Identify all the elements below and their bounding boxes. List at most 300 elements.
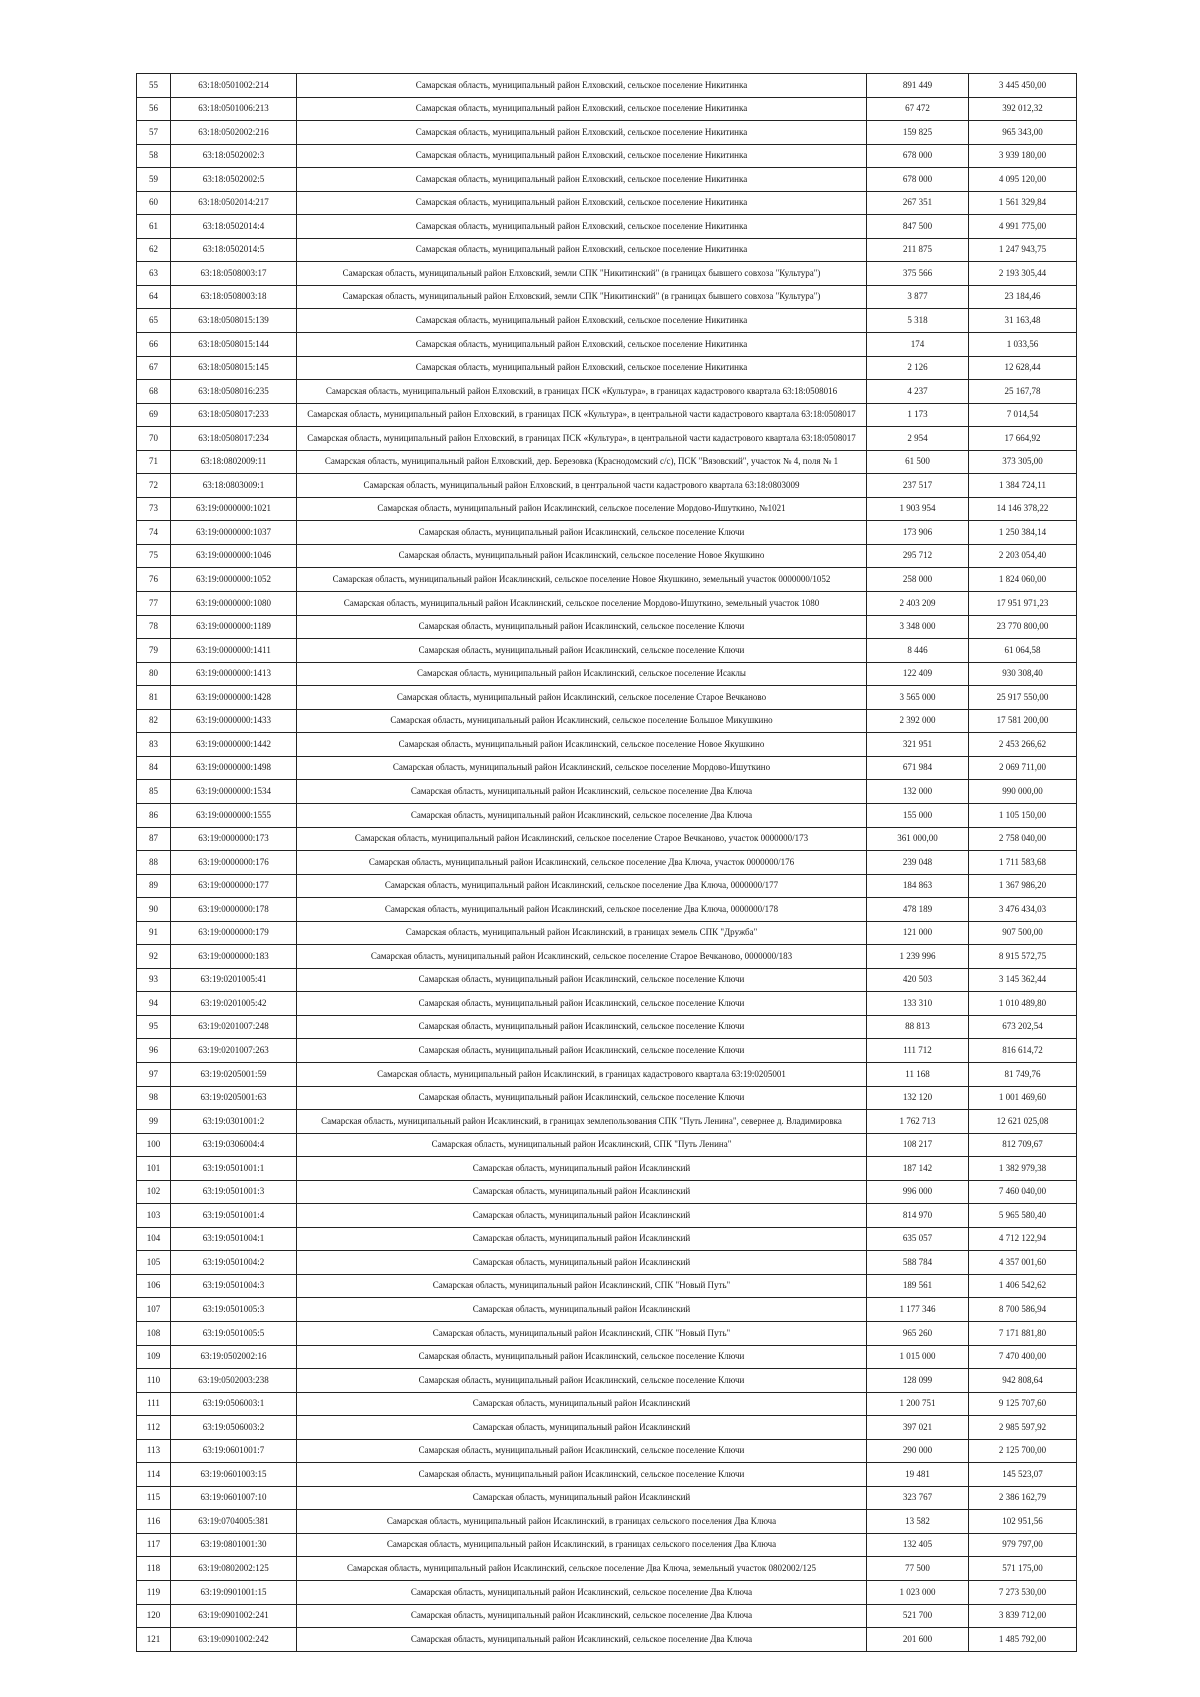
address-cell: Самарская область, муниципальный район Исаклинский, сельское поселение Два Ключа bbox=[297, 1581, 867, 1605]
cadastral-value-cell: 17 664,92 bbox=[969, 427, 1077, 451]
table-row bbox=[137, 97, 1077, 121]
cadastral-value-cell: 2 193 305,44 bbox=[969, 262, 1077, 286]
cadastral-value-cell: 7 014,54 bbox=[969, 403, 1077, 427]
area-cell: 2 954 bbox=[867, 427, 969, 451]
area-cell: 111 712 bbox=[867, 1039, 969, 1063]
area-cell: 159 825 bbox=[867, 121, 969, 145]
table-row bbox=[137, 1439, 1077, 1463]
cadastral-number-cell: 63:19:0000000:1433 bbox=[171, 709, 297, 733]
table-row bbox=[137, 874, 1077, 898]
cadastral-value-cell: 31 163,48 bbox=[969, 309, 1077, 333]
table-row bbox=[137, 1227, 1077, 1251]
cadastral-value-cell: 2 125 700,00 bbox=[969, 1439, 1077, 1463]
cadastral-value-cell: 23 184,46 bbox=[969, 285, 1077, 309]
cadastral-value-cell: 3 445 450,00 bbox=[969, 74, 1077, 98]
cadastral-number-cell: 63:19:0501005:3 bbox=[171, 1298, 297, 1322]
cadastral-value-cell: 5 965 580,40 bbox=[969, 1204, 1077, 1228]
address-cell: Самарская область, муниципальный район Исаклинский, сельское поселение Ключи bbox=[297, 521, 867, 545]
address-cell: Самарская область, муниципальный район Исаклинский bbox=[297, 1180, 867, 1204]
cadastral-value-cell: 14 146 378,22 bbox=[969, 497, 1077, 521]
table-row bbox=[137, 380, 1077, 404]
area-cell: 2 403 209 bbox=[867, 592, 969, 616]
row-number-cell: 106 bbox=[137, 1274, 171, 1298]
area-cell: 13 582 bbox=[867, 1510, 969, 1534]
row-number-cell: 98 bbox=[137, 1086, 171, 1110]
row-number-cell: 83 bbox=[137, 733, 171, 757]
address-cell: Самарская область, муниципальный район Исаклинский, сельское поселение Два Ключа bbox=[297, 1604, 867, 1628]
cadastral-number-cell: 63:19:0201005:41 bbox=[171, 968, 297, 992]
cadastral-number-cell: 63:19:0000000:1442 bbox=[171, 733, 297, 757]
address-cell: Самарская область, муниципальный район Исаклинский bbox=[297, 1227, 867, 1251]
address-cell: Самарская область, муниципальный район Елховский, сельское поселение Никитинка bbox=[297, 144, 867, 168]
cadastral-value-cell: 1 250 384,14 bbox=[969, 521, 1077, 545]
address-cell: Самарская область, муниципальный район Исаклинский, сельское поселение Ключи bbox=[297, 1345, 867, 1369]
table-row bbox=[137, 333, 1077, 357]
cadastral-number-cell: 63:19:0000000:1189 bbox=[171, 615, 297, 639]
cadastral-value-cell: 61 064,58 bbox=[969, 639, 1077, 663]
cadastral-number-cell: 63:18:0508017:234 bbox=[171, 427, 297, 451]
cadastral-value-cell: 7 460 040,00 bbox=[969, 1180, 1077, 1204]
row-number-cell: 108 bbox=[137, 1321, 171, 1345]
address-cell: Самарская область, муниципальный район Исаклинский, сельское поселение Ключи bbox=[297, 639, 867, 663]
cadastral-number-cell: 63:19:0801001:30 bbox=[171, 1533, 297, 1557]
address-cell: Самарская область, муниципальный район Елховский, сельское поселение Никитинка bbox=[297, 191, 867, 215]
cadastral-value-cell: 102 951,56 bbox=[969, 1510, 1077, 1534]
row-number-cell: 100 bbox=[137, 1133, 171, 1157]
cadastral-number-cell: 63:19:0201007:248 bbox=[171, 1015, 297, 1039]
area-cell: 1 177 346 bbox=[867, 1298, 969, 1322]
table-row bbox=[137, 921, 1077, 945]
cadastral-number-cell: 63:19:0901002:242 bbox=[171, 1628, 297, 1652]
cadastral-number-cell: 63:19:0501001:4 bbox=[171, 1204, 297, 1228]
table-row bbox=[137, 686, 1077, 710]
cadastral-value-cell: 392 012,32 bbox=[969, 97, 1077, 121]
row-number-cell: 86 bbox=[137, 803, 171, 827]
cadastral-value-cell: 2 453 266,62 bbox=[969, 733, 1077, 757]
cadastral-number-cell: 63:19:0000000:1021 bbox=[171, 497, 297, 521]
area-cell: 67 472 bbox=[867, 97, 969, 121]
cadastral-value-cell: 1 382 979,38 bbox=[969, 1157, 1077, 1181]
row-number-cell: 82 bbox=[137, 709, 171, 733]
table-row bbox=[137, 1463, 1077, 1487]
row-number-cell: 56 bbox=[137, 97, 171, 121]
row-number-cell: 85 bbox=[137, 780, 171, 804]
address-cell: Самарская область, муниципальный район Елховский, сельское поселение Никитинка bbox=[297, 168, 867, 192]
cadastral-value-cell: 81 749,76 bbox=[969, 1062, 1077, 1086]
area-cell: 420 503 bbox=[867, 968, 969, 992]
cadastral-number-cell: 63:19:0901001:15 bbox=[171, 1581, 297, 1605]
address-cell: Самарская область, муниципальный район Исаклинский, сельское поселение Ключи bbox=[297, 615, 867, 639]
cadastral-number-cell: 63:18:0501002:214 bbox=[171, 74, 297, 98]
address-cell: Самарская область, муниципальный район Исаклинский, сельское поселение Ключи bbox=[297, 1086, 867, 1110]
address-cell: Самарская область, муниципальный район Исаклинский, сельское поселение Два Ключа, участок 0000000/176 bbox=[297, 851, 867, 875]
row-number-cell: 72 bbox=[137, 474, 171, 498]
cadastral-value-cell: 1 010 489,80 bbox=[969, 992, 1077, 1016]
row-number-cell: 60 bbox=[137, 191, 171, 215]
table-row bbox=[137, 1180, 1077, 1204]
table-row bbox=[137, 521, 1077, 545]
cadastral-number-cell: 63:19:0601003:15 bbox=[171, 1463, 297, 1487]
cadastral-value-cell: 7 273 530,00 bbox=[969, 1581, 1077, 1605]
area-cell: 201 600 bbox=[867, 1628, 969, 1652]
cadastral-value-cell: 2 386 162,79 bbox=[969, 1486, 1077, 1510]
cadastral-number-cell: 63:19:0000000:1080 bbox=[171, 592, 297, 616]
area-cell: 847 500 bbox=[867, 215, 969, 239]
row-number-cell: 58 bbox=[137, 144, 171, 168]
cadastral-number-cell: 63:18:0803009:1 bbox=[171, 474, 297, 498]
table-row bbox=[137, 1039, 1077, 1063]
address-cell: Самарская область, муниципальный район Исаклинский, в границах кадастрового квартала 63:19:0205001 bbox=[297, 1062, 867, 1086]
cadastral-number-cell: 63:18:0508016:235 bbox=[171, 380, 297, 404]
area-cell: 108 217 bbox=[867, 1133, 969, 1157]
address-cell: Самарская область, муниципальный район Исаклинский, сельское поселение Старое Вечканово, участок 0000000/173 bbox=[297, 827, 867, 851]
cadastral-number-cell: 63:19:0000000:1555 bbox=[171, 803, 297, 827]
address-cell: Самарская область, муниципальный район Исаклинский, сельское поселение Ключи bbox=[297, 1463, 867, 1487]
table-row bbox=[137, 662, 1077, 686]
cadastral-value-cell: 3 145 362,44 bbox=[969, 968, 1077, 992]
address-cell: Самарская область, муниципальный район Исаклинский bbox=[297, 1486, 867, 1510]
table-row bbox=[137, 709, 1077, 733]
cadastral-number-cell: 63:19:0000000:176 bbox=[171, 851, 297, 875]
address-cell: Самарская область, муниципальный район Исаклинский bbox=[297, 1392, 867, 1416]
row-number-cell: 116 bbox=[137, 1510, 171, 1534]
row-number-cell: 119 bbox=[137, 1581, 171, 1605]
cadastral-value-cell: 373 305,00 bbox=[969, 450, 1077, 474]
cadastral-value-cell: 979 797,00 bbox=[969, 1533, 1077, 1557]
table-row bbox=[137, 1062, 1077, 1086]
area-cell: 121 000 bbox=[867, 921, 969, 945]
row-number-cell: 114 bbox=[137, 1463, 171, 1487]
table-row bbox=[137, 262, 1077, 286]
address-cell: Самарская область, муниципальный район Исаклинский, сельское поселение Два Ключа, земельный участок 0802002/125 bbox=[297, 1557, 867, 1581]
cadastral-value-cell: 3 939 180,00 bbox=[969, 144, 1077, 168]
area-cell: 132 405 bbox=[867, 1533, 969, 1557]
cadastral-value-cell: 1 105 150,00 bbox=[969, 803, 1077, 827]
row-number-cell: 102 bbox=[137, 1180, 171, 1204]
table-row bbox=[137, 427, 1077, 451]
table-row bbox=[137, 356, 1077, 380]
row-number-cell: 67 bbox=[137, 356, 171, 380]
cadastral-value-cell: 4 357 001,60 bbox=[969, 1251, 1077, 1275]
table-row bbox=[137, 733, 1077, 757]
cadastral-value-cell: 812 709,67 bbox=[969, 1133, 1077, 1157]
cadastral-number-cell: 63:19:0601007:10 bbox=[171, 1486, 297, 1510]
table-row bbox=[137, 168, 1077, 192]
cadastral-value-cell: 990 000,00 bbox=[969, 780, 1077, 804]
area-cell: 361 000,00 bbox=[867, 827, 969, 851]
cadastral-value-cell: 17 951 971,23 bbox=[969, 592, 1077, 616]
area-cell: 267 351 bbox=[867, 191, 969, 215]
address-cell: Самарская область, муниципальный район Исаклинский bbox=[297, 1204, 867, 1228]
cadastral-number-cell: 63:19:0704005:381 bbox=[171, 1510, 297, 1534]
cadastral-number-cell: 63:19:0205001:63 bbox=[171, 1086, 297, 1110]
cadastral-value-cell: 1 384 724,11 bbox=[969, 474, 1077, 498]
cadastral-number-cell: 63:19:0501001:3 bbox=[171, 1180, 297, 1204]
row-number-cell: 118 bbox=[137, 1557, 171, 1581]
area-cell: 237 517 bbox=[867, 474, 969, 498]
address-cell: Самарская область, муниципальный район Исаклинский, в границах земель СПК "Дружба" bbox=[297, 921, 867, 945]
area-cell: 397 021 bbox=[867, 1416, 969, 1440]
cadastral-value-cell: 4 095 120,00 bbox=[969, 168, 1077, 192]
row-number-cell: 78 bbox=[137, 615, 171, 639]
table-row bbox=[137, 121, 1077, 145]
table-row bbox=[137, 1110, 1077, 1134]
cadastral-number-cell: 63:18:0802009:11 bbox=[171, 450, 297, 474]
address-cell: Самарская область, муниципальный район Елховский, дер. Березовка (Краснодомский с/с), ПСК "Вязовский", участок № 4, поля № 1 bbox=[297, 450, 867, 474]
cadastral-number-cell: 63:18:0502014:217 bbox=[171, 191, 297, 215]
area-cell: 189 561 bbox=[867, 1274, 969, 1298]
address-cell: Самарская область, муниципальный район Елховский, сельское поселение Никитинка bbox=[297, 121, 867, 145]
area-cell: 184 863 bbox=[867, 874, 969, 898]
cadastral-value-cell: 1 824 060,00 bbox=[969, 568, 1077, 592]
row-number-cell: 88 bbox=[137, 851, 171, 875]
cadastral-number-cell: 63:19:0306004:4 bbox=[171, 1133, 297, 1157]
area-cell: 77 500 bbox=[867, 1557, 969, 1581]
table-row bbox=[137, 592, 1077, 616]
table-row bbox=[137, 74, 1077, 98]
address-cell: Самарская область, муниципальный район Исаклинский, сельское поселение Ключи bbox=[297, 992, 867, 1016]
table-row bbox=[137, 215, 1077, 239]
row-number-cell: 120 bbox=[137, 1604, 171, 1628]
address-cell: Самарская область, муниципальный район Исаклинский, сельское поселение Ключи bbox=[297, 1039, 867, 1063]
cadastral-number-cell: 63:19:0601001:7 bbox=[171, 1439, 297, 1463]
table-row bbox=[137, 1274, 1077, 1298]
row-number-cell: 112 bbox=[137, 1416, 171, 1440]
cadastral-value-cell: 1 711 583,68 bbox=[969, 851, 1077, 875]
cadastral-number-cell: 63:18:0508015:145 bbox=[171, 356, 297, 380]
cadastral-value-cell: 816 614,72 bbox=[969, 1039, 1077, 1063]
cadastral-value-cell: 1 406 542,62 bbox=[969, 1274, 1077, 1298]
address-cell: Самарская область, муниципальный район Исаклинский bbox=[297, 1157, 867, 1181]
area-cell: 521 700 bbox=[867, 1604, 969, 1628]
area-cell: 19 481 bbox=[867, 1463, 969, 1487]
cadastral-number-cell: 63:18:0501006:213 bbox=[171, 97, 297, 121]
area-cell: 321 951 bbox=[867, 733, 969, 757]
area-cell: 478 189 bbox=[867, 898, 969, 922]
cadastral-number-cell: 63:19:0000000:1046 bbox=[171, 544, 297, 568]
cadastral-value-cell: 2 069 711,00 bbox=[969, 756, 1077, 780]
table-row bbox=[137, 544, 1077, 568]
row-number-cell: 77 bbox=[137, 592, 171, 616]
address-cell: Самарская область, муниципальный район Исаклинский, сельское поселение Исаклы bbox=[297, 662, 867, 686]
cadastral-value-cell: 930 308,40 bbox=[969, 662, 1077, 686]
address-cell: Самарская область, муниципальный район Исаклинский bbox=[297, 1251, 867, 1275]
area-cell: 174 bbox=[867, 333, 969, 357]
cadastral-number-cell: 63:19:0000000:183 bbox=[171, 945, 297, 969]
cadastral-number-cell: 63:18:0502002:216 bbox=[171, 121, 297, 145]
area-cell: 1 762 713 bbox=[867, 1110, 969, 1134]
row-number-cell: 84 bbox=[137, 756, 171, 780]
table-row bbox=[137, 1486, 1077, 1510]
area-cell: 996 000 bbox=[867, 1180, 969, 1204]
row-number-cell: 75 bbox=[137, 544, 171, 568]
area-cell: 323 767 bbox=[867, 1486, 969, 1510]
address-cell: Самарская область, муниципальный район Исаклинский, в границах сельского поселения Два Ключа bbox=[297, 1510, 867, 1534]
row-number-cell: 97 bbox=[137, 1062, 171, 1086]
row-number-cell: 107 bbox=[137, 1298, 171, 1322]
cadastral-value-cell: 4 991 775,00 bbox=[969, 215, 1077, 239]
cadastral-value-cell: 23 770 800,00 bbox=[969, 615, 1077, 639]
cadastral-value-cell: 673 202,54 bbox=[969, 1015, 1077, 1039]
table-row bbox=[137, 968, 1077, 992]
cadastral-number-cell: 63:19:0000000:1037 bbox=[171, 521, 297, 545]
row-number-cell: 68 bbox=[137, 380, 171, 404]
address-cell: Самарская область, муниципальный район Исаклинский, сельское поселение Новое Якушкино bbox=[297, 544, 867, 568]
address-cell: Самарская область, муниципальный район Исаклинский bbox=[297, 1416, 867, 1440]
cadastral-value-cell: 1 561 329,84 bbox=[969, 191, 1077, 215]
table-row bbox=[137, 1628, 1077, 1652]
cadastral-value-cell: 17 581 200,00 bbox=[969, 709, 1077, 733]
row-number-cell: 79 bbox=[137, 639, 171, 663]
table-row bbox=[137, 403, 1077, 427]
table-row bbox=[137, 1015, 1077, 1039]
area-cell: 635 057 bbox=[867, 1227, 969, 1251]
address-cell: Самарская область, муниципальный район Елховский, в границах ПСК «Культура», в центральной части кадастрового квартала 63:18:0508017 bbox=[297, 427, 867, 451]
address-cell: Самарская область, муниципальный район Елховский, земли СПК "Никитинский" (в границах бывшего совхоза "Культура") bbox=[297, 262, 867, 286]
cadastral-value-cell: 965 343,00 bbox=[969, 121, 1077, 145]
cadastral-value-cell: 8 915 572,75 bbox=[969, 945, 1077, 969]
table-row bbox=[137, 309, 1077, 333]
area-cell: 1 200 751 bbox=[867, 1392, 969, 1416]
row-number-cell: 73 bbox=[137, 497, 171, 521]
table-row bbox=[137, 238, 1077, 262]
row-number-cell: 113 bbox=[137, 1439, 171, 1463]
table-row bbox=[137, 450, 1077, 474]
row-number-cell: 87 bbox=[137, 827, 171, 851]
row-number-cell: 71 bbox=[137, 450, 171, 474]
cadastral-number-cell: 63:19:0506003:1 bbox=[171, 1392, 297, 1416]
cadastral-value-cell: 1 485 792,00 bbox=[969, 1628, 1077, 1652]
table-row bbox=[137, 1321, 1077, 1345]
table-row bbox=[137, 1510, 1077, 1534]
address-cell: Самарская область, муниципальный район Исаклинский, сельское поселение Старое Вечканово, 0000000/183 bbox=[297, 945, 867, 969]
address-cell: Самарская область, муниципальный район Исаклинский, СПК "Новый Путь" bbox=[297, 1321, 867, 1345]
cadastral-value-cell: 3 476 434,03 bbox=[969, 898, 1077, 922]
table-row bbox=[137, 1204, 1077, 1228]
area-cell: 173 906 bbox=[867, 521, 969, 545]
cadastral-number-cell: 63:18:0508003:17 bbox=[171, 262, 297, 286]
row-number-cell: 59 bbox=[137, 168, 171, 192]
cadastral-value-cell: 3 839 712,00 bbox=[969, 1604, 1077, 1628]
cadastral-number-cell: 63:19:0501005:5 bbox=[171, 1321, 297, 1345]
cadastral-number-cell: 63:19:0506003:2 bbox=[171, 1416, 297, 1440]
cadastral-number-cell: 63:19:0000000:1428 bbox=[171, 686, 297, 710]
cadastral-number-cell: 63:19:0000000:1534 bbox=[171, 780, 297, 804]
table-row bbox=[137, 191, 1077, 215]
cadastral-number-cell: 63:19:0000000:1413 bbox=[171, 662, 297, 686]
area-cell: 187 142 bbox=[867, 1157, 969, 1181]
row-number-cell: 63 bbox=[137, 262, 171, 286]
table-row bbox=[137, 756, 1077, 780]
cadastral-value-cell: 1 001 469,60 bbox=[969, 1086, 1077, 1110]
row-number-cell: 64 bbox=[137, 285, 171, 309]
table-row bbox=[137, 1298, 1077, 1322]
address-cell: Самарская область, муниципальный район Елховский, сельское поселение Никитинка bbox=[297, 238, 867, 262]
cadastral-value-cell: 7 470 400,00 bbox=[969, 1345, 1077, 1369]
address-cell: Самарская область, муниципальный район Елховский, сельское поселение Никитинка bbox=[297, 333, 867, 357]
address-cell: Самарская область, муниципальный район Исаклинский, СПК "Новый Путь" bbox=[297, 1274, 867, 1298]
area-cell: 128 099 bbox=[867, 1369, 969, 1393]
table-row bbox=[137, 615, 1077, 639]
area-cell: 814 970 bbox=[867, 1204, 969, 1228]
area-cell: 678 000 bbox=[867, 168, 969, 192]
row-number-cell: 109 bbox=[137, 1345, 171, 1369]
table-row bbox=[137, 851, 1077, 875]
address-cell: Самарская область, муниципальный район Исаклинский, сельское поселение Мордово-Ишуткино, земельный участок 1080 bbox=[297, 592, 867, 616]
cadastral-value-cell: 2 758 040,00 bbox=[969, 827, 1077, 851]
address-cell: Самарская область, муниципальный район Исаклинский, в границах землепользования СПК "Путь Ленина", севернее д. Владимировка bbox=[297, 1110, 867, 1134]
table-row bbox=[137, 1557, 1077, 1581]
address-cell: Самарская область, муниципальный район Исаклинский, сельское поселение Ключи bbox=[297, 1015, 867, 1039]
address-cell: Самарская область, муниципальный район Исаклинский, сельское поселение Ключи bbox=[297, 1439, 867, 1463]
cadastral-number-cell: 63:18:0508003:18 bbox=[171, 285, 297, 309]
address-cell: Самарская область, муниципальный район Исаклинский, сельское поселение Ключи bbox=[297, 968, 867, 992]
area-cell: 2 126 bbox=[867, 356, 969, 380]
cadastral-number-cell: 63:19:0201005:42 bbox=[171, 992, 297, 1016]
area-cell: 3 877 bbox=[867, 285, 969, 309]
row-number-cell: 121 bbox=[137, 1628, 171, 1652]
row-number-cell: 105 bbox=[137, 1251, 171, 1275]
area-cell: 4 237 bbox=[867, 380, 969, 404]
row-number-cell: 103 bbox=[137, 1204, 171, 1228]
row-number-cell: 96 bbox=[137, 1039, 171, 1063]
address-cell: Самарская область, муниципальный район Исаклинский, сельское поселение Старое Вечканово bbox=[297, 686, 867, 710]
cadastral-number-cell: 63:19:0000000:179 bbox=[171, 921, 297, 945]
cadastral-value-cell: 9 125 707,60 bbox=[969, 1392, 1077, 1416]
cadastral-value-cell: 145 523,07 bbox=[969, 1463, 1077, 1487]
table-row bbox=[137, 1533, 1077, 1557]
row-number-cell: 117 bbox=[137, 1533, 171, 1557]
area-cell: 290 000 bbox=[867, 1439, 969, 1463]
cadastral-number-cell: 63:19:0502002:16 bbox=[171, 1345, 297, 1369]
cadastral-number-cell: 63:19:0205001:59 bbox=[171, 1062, 297, 1086]
table-row bbox=[137, 1369, 1077, 1393]
area-cell: 155 000 bbox=[867, 803, 969, 827]
cadastral-value-cell: 7 171 881,80 bbox=[969, 1321, 1077, 1345]
table-row bbox=[137, 144, 1077, 168]
table-row bbox=[137, 1251, 1077, 1275]
area-cell: 588 784 bbox=[867, 1251, 969, 1275]
cadastral-value-cell: 2 203 054,40 bbox=[969, 544, 1077, 568]
area-cell: 2 392 000 bbox=[867, 709, 969, 733]
address-cell: Самарская область, муниципальный район Елховский, земли СПК "Никитинский" (в границах бывшего совхоза "Культура") bbox=[297, 285, 867, 309]
cadastral-value-cell: 1 367 986,20 bbox=[969, 874, 1077, 898]
area-cell: 239 048 bbox=[867, 851, 969, 875]
area-cell: 132 120 bbox=[867, 1086, 969, 1110]
cadastral-number-cell: 63:19:0501004:3 bbox=[171, 1274, 297, 1298]
area-cell: 211 875 bbox=[867, 238, 969, 262]
area-cell: 891 449 bbox=[867, 74, 969, 98]
cadastral-number-cell: 63:19:0901002:241 bbox=[171, 1604, 297, 1628]
cadastral-number-cell: 63:19:0502003:238 bbox=[171, 1369, 297, 1393]
cadastral-number-cell: 63:19:0501001:1 bbox=[171, 1157, 297, 1181]
area-cell: 5 318 bbox=[867, 309, 969, 333]
area-cell: 1 239 996 bbox=[867, 945, 969, 969]
cadastral-number-cell: 63:18:0508017:233 bbox=[171, 403, 297, 427]
cadastral-value-cell: 25 917 550,00 bbox=[969, 686, 1077, 710]
address-cell: Самарская область, муниципальный район Исаклинский, сельское поселение Мордово-Ишуткино bbox=[297, 756, 867, 780]
address-cell: Самарская область, муниципальный район Елховский, сельское поселение Никитинка bbox=[297, 74, 867, 98]
cadastral-number-cell: 63:18:0502002:3 bbox=[171, 144, 297, 168]
address-cell: Самарская область, муниципальный район Исаклинский, сельское поселение Большое Микушкино bbox=[297, 709, 867, 733]
table-row bbox=[137, 285, 1077, 309]
table-row bbox=[137, 1133, 1077, 1157]
cadastral-number-cell: 63:19:0000000:1498 bbox=[171, 756, 297, 780]
address-cell: Самарская область, муниципальный район Исаклинский, сельское поселение Ключи bbox=[297, 1369, 867, 1393]
area-cell: 3 348 000 bbox=[867, 615, 969, 639]
row-number-cell: 69 bbox=[137, 403, 171, 427]
address-cell: Самарская область, муниципальный район Елховский, в границах ПСК «Культура», в границах кадастрового квартала 63:18:0508016 bbox=[297, 380, 867, 404]
